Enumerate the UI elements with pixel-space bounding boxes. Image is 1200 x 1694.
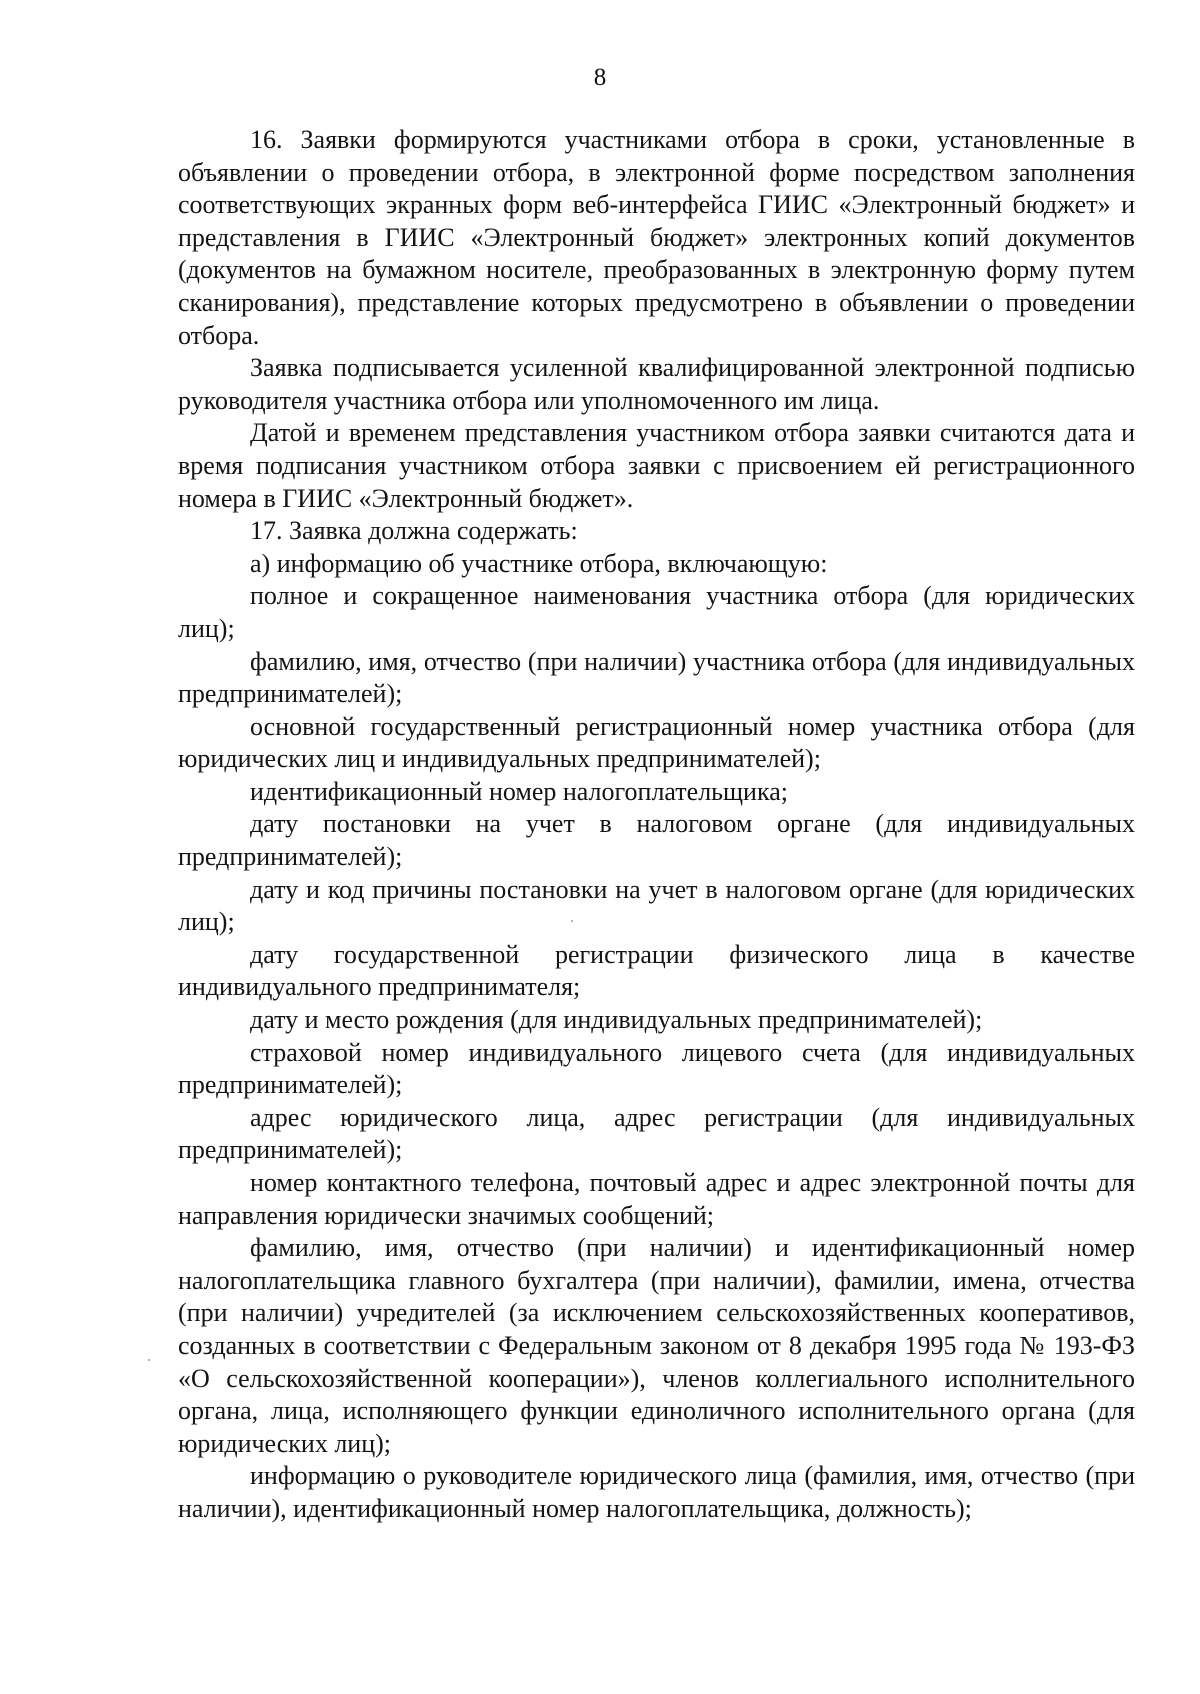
paragraph-16-applications: 16. Заявки формируются участниками отбора в сроки, установленные в объявлении о проведении отбора, в электронной форме посредством заполнения соответствующих экранных форм веб-интерфейса ГИИС «Электронный бюджет» и представления в ГИИС «Электронный бюджет» электронных копий документов (документов на бумажном носителе, преобразованных в электронную форму путем сканирования), представление которых предусмотрено в объявлении о проведении отбора. bbox=[178, 125, 1135, 350]
scan-speck bbox=[148, 1359, 150, 1361]
list-item: дату постановки на учет в налоговом органе (для индивидуальных предпринимателей); bbox=[178, 809, 1135, 872]
list-item: дату и место рождения (для индивидуальных предпринимателей); bbox=[250, 1005, 983, 1035]
page-number: 8 bbox=[593, 64, 607, 91]
paragraph-17-heading: 17. Заявка должна содержать: bbox=[250, 516, 578, 546]
paragraph-signature: Заявка подписывается усиленной квалифицированной электронной подписью руководителя участника отбора или уполномоченного им лица. bbox=[178, 353, 1135, 415]
list-item: идентификационный номер налогоплательщика; bbox=[250, 776, 788, 806]
list-item: номер контактного телефона, почтовый адрес и адрес электронной почты для направления юридически значимых сообщений; bbox=[178, 1168, 1135, 1230]
list-item: дату государственной регистрации физического лица в качестве индивидуального предпринимателя; bbox=[178, 939, 1135, 1002]
list-item: фамилию, имя, отчество (при наличии) участника отбора (для индивидуальных предпринимателей); bbox=[178, 646, 1135, 709]
document-body bbox=[178, 124, 1135, 1526]
list-item: информацию о руководителе юридического лица (фамилия, имя, отчество (при наличии), идентификационный номер налогоплательщика, должность); bbox=[178, 1461, 1135, 1523]
list-item: дату и код причины постановки на учет в налоговом органе (для юридических лиц); bbox=[178, 874, 1135, 937]
list-item: полное и сокращенное наименования участника отбора (для юридических лиц); bbox=[178, 581, 1135, 643]
paragraph-submission-date: Датой и временем представления участником отбора заявки считаются дата и время подписания участником отбора заявки с присвоением ей регистрационного номера в ГИИС «Электронный бюджет». bbox=[178, 418, 1135, 513]
scan-speck bbox=[571, 920, 573, 922]
paragraph-item-a: а) информацию об участнике отбора, включающую: bbox=[250, 548, 828, 578]
list-item: страховой номер индивидуального лицевого счета (для индивидуальных предпринимателей); bbox=[178, 1037, 1135, 1100]
list-item: адрес юридического лица, адрес регистрации (для индивидуальных предпринимателей); bbox=[178, 1102, 1135, 1165]
list-item: основной государственный регистрационный номер участника отбора (для юридических лиц и индивидуальных предпринимателей); bbox=[178, 711, 1135, 774]
list-item: фамилию, имя, отчество (при наличии) и идентификационный номер налогоплательщика главного бухгалтера (при наличии), фамилии, имена, отчества (при наличии) учредителей (за исключением сельскохозяйственных кооперативов, созданных в соответствии с Федеральным законом от 8 декабря 1995 года № 193-ФЗ «О сельскохозяйственной кооперации»), членов коллегиального исполнительного органа, лица, исполняющего функции единоличного исполнительного органа (для юридических лиц); bbox=[178, 1233, 1135, 1458]
